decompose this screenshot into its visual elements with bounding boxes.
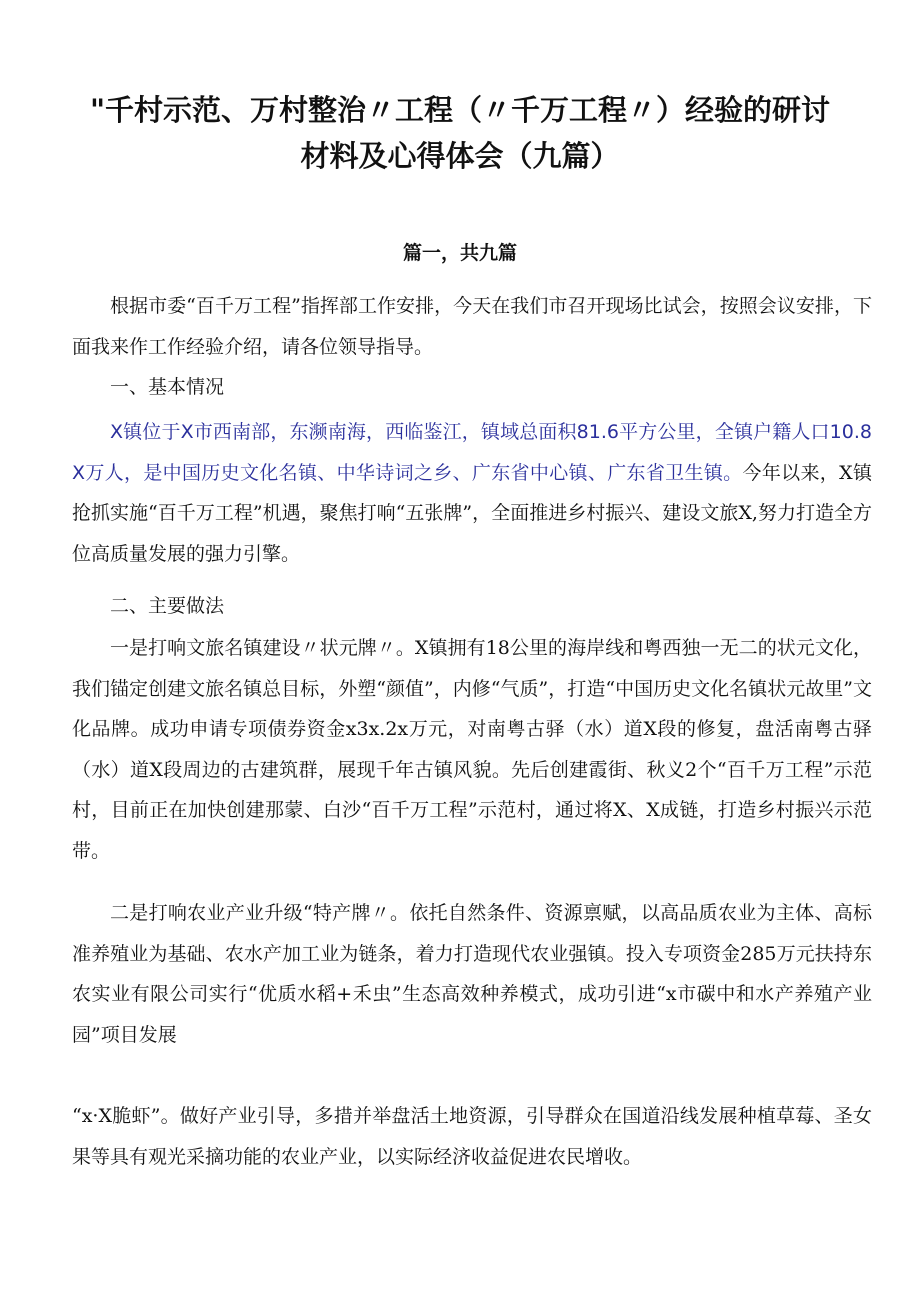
- paragraph-practice-one: 一是打响文旅名镇建设〃状元牌〃。X镇拥有18公里的海岸线和粤西独一无二的状元文化，我们锚定创建文旅名镇总目标，外塑“颜值”，内修“气质”，打造“中国历史文化名镇状元故里”文化品牌。成功申请专项债券资金x3x.2x万元，对南粤古驿（水）道X段的修复，盘活南粤古驿（水）道X段周边的古建筑群，展现千年古镇风貌。先后创建霞街、秋义2个“百千万工程”示范村，目前正在加快创建那蒙、白沙“百千万工程”示范村，通过将X、X成链，打造乡村振兴示范带。: [72, 637, 872, 862]
- paragraph-basic-situation: [72, 412, 872, 574]
- heading-main-practices: 二、主要做法: [110, 595, 225, 617]
- section-heading: 篇一，共九篇: [402, 242, 517, 264]
- document-title-line-2: 材料及心得体会（九篇）: [300, 139, 620, 173]
- paragraph-practice-two: 二是打响农业产业升级“特产牌〃。依托自然条件、资源禀赋，以高品质农业为主体、高标准养殖业为基础、农水产加工业为链条，着力打造现代农业强镇。投入专项资金285万元扶持东农实业有限公司实行“优质水稻+禾虫”生态高效种养模式，成功引进“x市碳中和水产养殖产业园”项目发展: [72, 902, 872, 1046]
- paragraph-intro: 根据市委“百千万工程”指挥部工作安排，今天在我们市召开现场比试会，按照会议安排，下面我来作工作经验介绍，请各位领导指导。: [72, 295, 872, 358]
- heading-basic-situation: 一、基本情况: [110, 376, 225, 398]
- highlighted-text: X镇位于X市西南部，东濒南海，西临鉴江，镇域总面积81.6平方公里，全镇户籍人口10.8X万人，是中国历史文化名镇、中华诗词之乡、广东省中心镇、广东省卫生镇。: [72, 421, 872, 484]
- paragraph-text: 今年以来，X镇抢抓实施“百千万工程”机遇，聚焦打响“五张牌”，全面推进乡村振兴、建设文旅X,努力打造全方位高质量发展的强力引擎。: [72, 461, 872, 565]
- paragraph-continuation: “x·X脆虾”。做好产业引导，多措并举盘活土地资源，引导群众在国道沿线发展种植草莓、圣女果等具有观光采摘功能的农业产业，以实际经济收益促进农民增收。: [72, 1105, 872, 1168]
- document-title-line-1: "千村示范、万村整治〃工程（〃千万工程〃）经验的研讨: [89, 93, 831, 127]
